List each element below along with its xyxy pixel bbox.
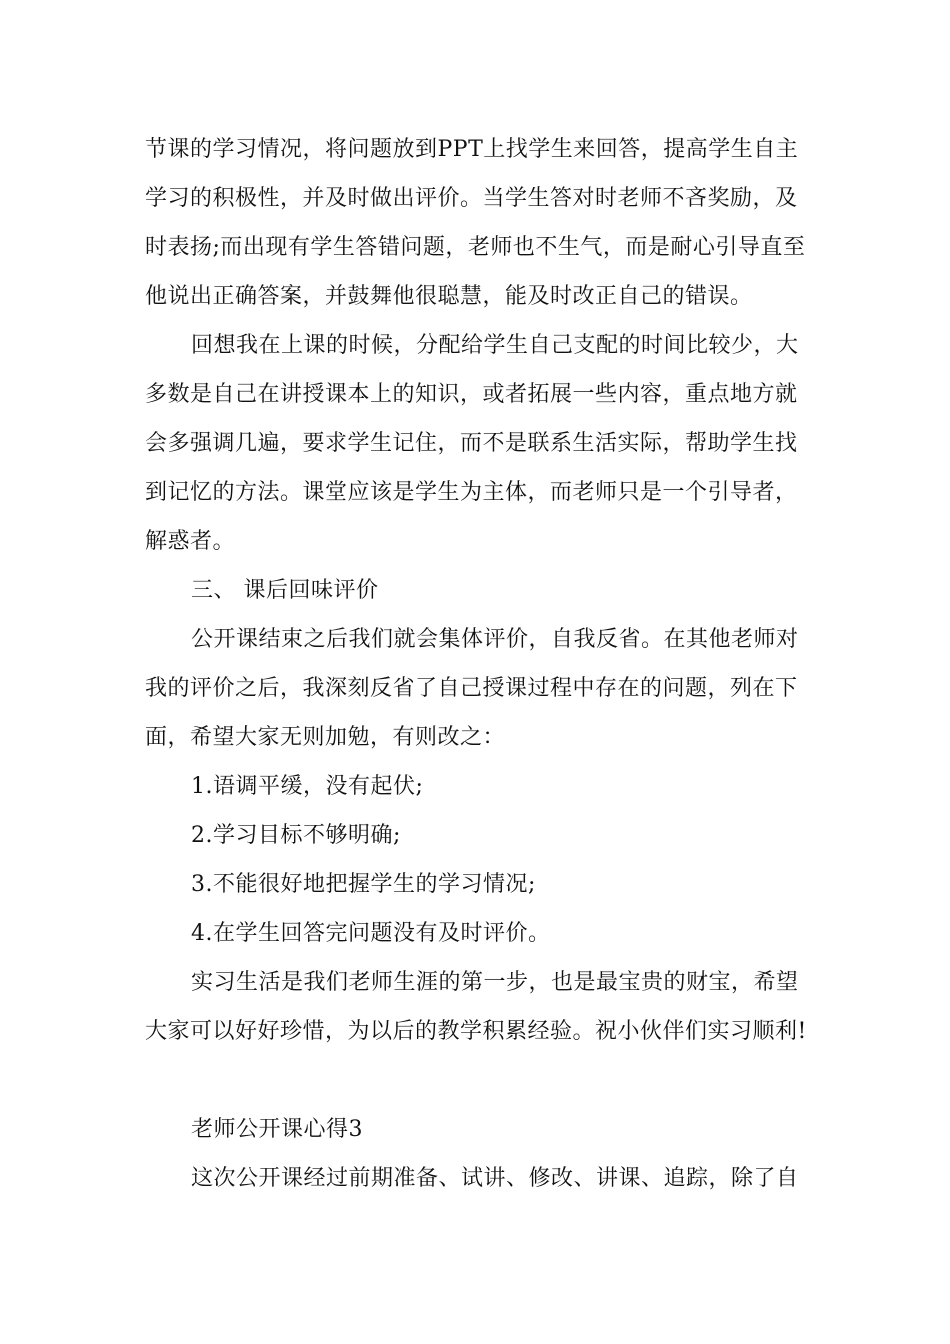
paragraph-evaluation: 公开课结束之后我们就会集体评价，自我反省。在其他老师对我的评价之后，我深刻反省了自己授课过程中存在的问题，列在下面，希望大家无则加勉，有则改之： bbox=[145, 627, 799, 750]
document-body bbox=[145, 125, 810, 1203]
paragraph-intro: 这次公开课经过前期准备、试讲、修改、讲课、追踪，除了自 bbox=[191, 1166, 799, 1191]
list-item: 3.不能很好地把握学生的学习情况; bbox=[191, 872, 536, 897]
list-item: 2.学习目标不够明确; bbox=[191, 823, 401, 848]
list-item: 4.在学生回答完问题没有及时评价。 bbox=[191, 921, 551, 946]
paragraph-reflection: 回想我在上课的时候，分配给学生自己支配的时间比较少，大多数是自己在讲授课本上的知识，或者拓展一些内容，重点地方就会多强调几遍，要求学生记住，而不是联系生活实际，帮助学生找到记忆的方法。课堂应该是学生为主体，而老师只是一个引导者，解惑者。 bbox=[145, 333, 799, 554]
paragraph-continuation: 节课的学习情况，将问题放到PPT上找学生来回答，提高学生自主学习的积极性，并及时做出评价。当学生答对时老师不吝奖励，及时表扬;而出现有学生答错问题，老师也不生气，而是耐心引导直至他说出正确答案，并鼓舞他很聪慧，能及时改正自己的错误。 bbox=[145, 137, 806, 309]
article-title: 老师公开课心得3 bbox=[191, 1117, 363, 1142]
section-heading: 三、 课后回味评价 bbox=[191, 578, 379, 603]
list-item: 1.语调平缓，没有起伏; bbox=[191, 774, 424, 799]
paragraph-conclusion: 实习生活是我们老师生涯的第一步，也是最宝贵的财宝，希望大家可以好好珍惜，为以后的教学积累经验。祝小伙伴们实习顺利! bbox=[145, 970, 807, 1044]
section-gap bbox=[145, 1056, 810, 1105]
